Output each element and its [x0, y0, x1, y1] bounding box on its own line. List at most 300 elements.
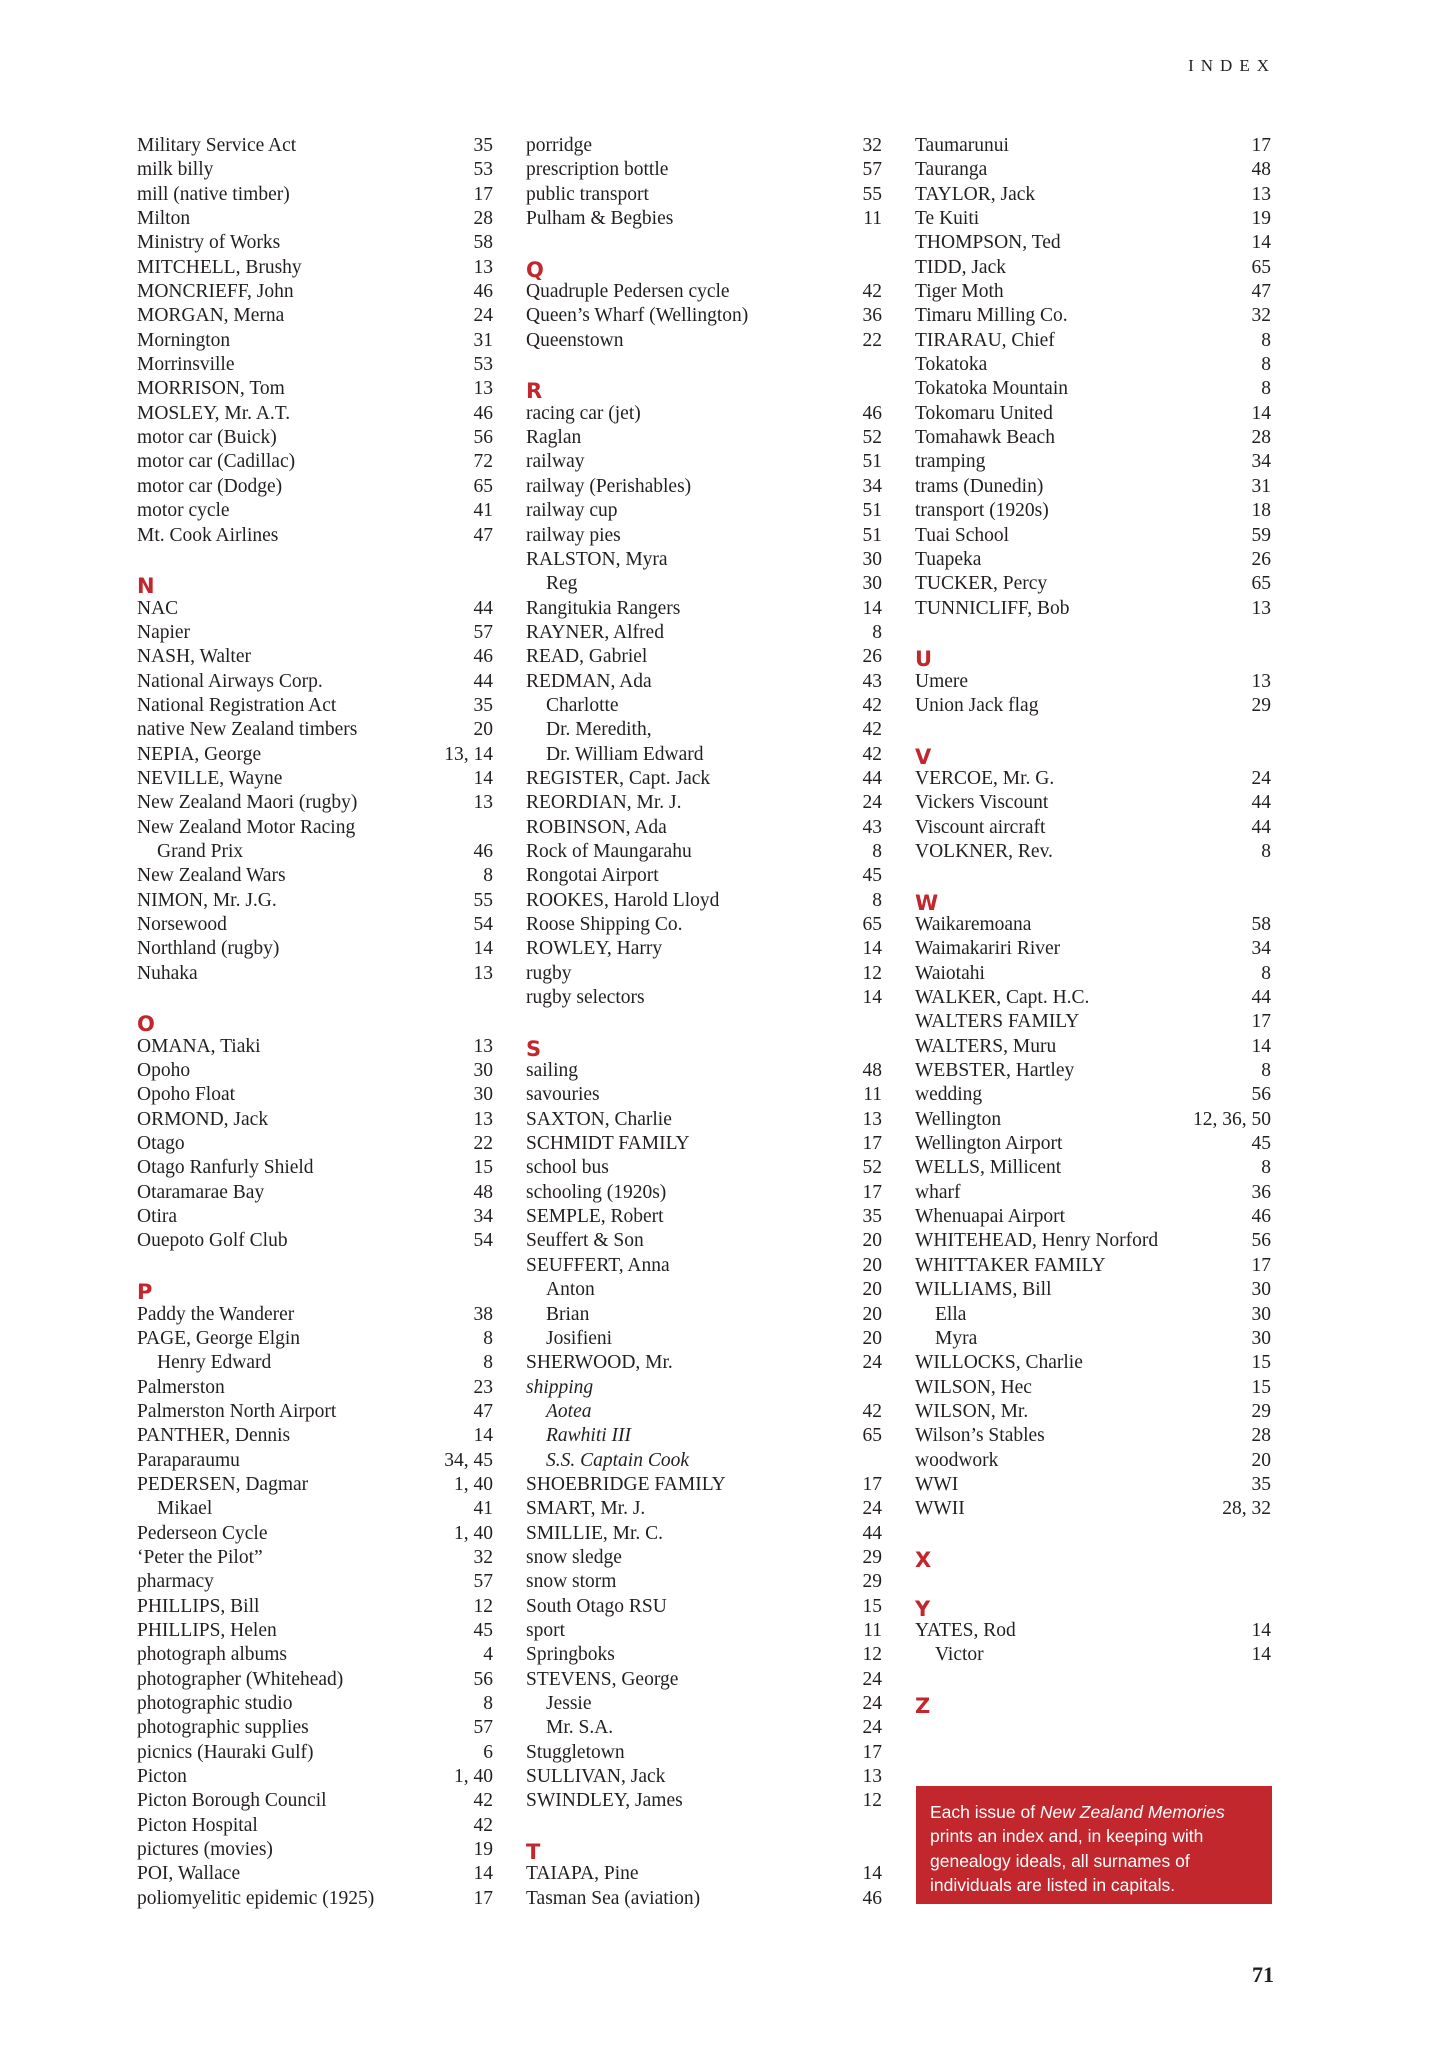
index-entry	[915, 450, 1271, 474]
entry-pages: 8	[1261, 329, 1271, 351]
entry-pages: 14	[1251, 402, 1271, 424]
entry-term: MOSLEY, Mr. A.T.	[137, 402, 291, 424]
entry-term: photograph albums	[137, 1644, 288, 1666]
entry-pages: 24	[862, 1668, 882, 1690]
index-entry	[915, 524, 1271, 548]
index-entry	[137, 1424, 493, 1448]
entry-term: PEDERSEN, Dagmar	[137, 1473, 309, 1495]
index-entry	[526, 913, 882, 937]
index-entry	[137, 1473, 493, 1497]
entry-pages: 23	[473, 1376, 493, 1398]
entry-pages: 24	[862, 1717, 882, 1739]
entry-term: Anton	[546, 1279, 595, 1301]
index-entry	[137, 402, 493, 426]
index-entry	[526, 1156, 882, 1180]
index-entry	[137, 1814, 493, 1838]
entry-term: Otaramarae Bay	[137, 1181, 265, 1203]
index-entry	[137, 499, 493, 523]
entry-pages: 34	[862, 475, 882, 497]
entry-pages: 20	[862, 1254, 882, 1276]
entry-pages: 55	[473, 889, 493, 911]
section-spacer	[915, 1668, 1271, 1692]
entry-term: picnics (Hauraki Gulf)	[137, 1741, 314, 1763]
entry-pages: 48	[473, 1181, 493, 1203]
entry-pages: 17	[862, 1181, 882, 1203]
entry-term: VOLKNER, Rev.	[915, 840, 1053, 862]
entry-term: motor car (Dodge)	[137, 475, 283, 497]
entry-pages: 65	[1251, 256, 1271, 278]
entry-pages: 28	[1251, 1425, 1271, 1447]
index-entry	[137, 864, 493, 888]
index-entry	[526, 1473, 882, 1497]
index-entry	[526, 621, 882, 645]
entry-pages: 22	[473, 1133, 493, 1155]
index-entry	[915, 670, 1271, 694]
entry-term: THOMPSON, Ted	[915, 232, 1061, 254]
entry-pages: 47	[473, 524, 493, 546]
entry-pages: 12	[473, 1595, 493, 1617]
entry-term: Palmerston North Airport	[137, 1400, 337, 1422]
entry-term: SWINDLEY, James	[526, 1790, 683, 1812]
index-subentry	[526, 1278, 882, 1302]
entry-term: Milton	[137, 208, 191, 230]
entry-pages: 19	[1251, 208, 1271, 230]
entry-pages: 41	[473, 500, 493, 522]
entry-term: Opoho	[137, 1060, 191, 1082]
entry-term: REDMAN, Ada	[526, 670, 652, 692]
entry-pages: 14	[473, 1425, 493, 1447]
entry-term: SHERWOOD, Mr.	[526, 1352, 673, 1374]
entry-pages: 29	[1251, 694, 1271, 716]
entry-pages: 44	[862, 1522, 882, 1544]
index-entry	[137, 816, 493, 840]
entry-pages: 13	[473, 962, 493, 984]
entry-term: RAYNER, Alfred	[526, 621, 664, 643]
index-entry	[526, 134, 882, 158]
section-letter-x: X	[915, 1547, 932, 1572]
index-entry	[915, 1205, 1271, 1229]
entry-pages: 1, 40	[454, 1473, 493, 1495]
entry-pages: 44	[1251, 987, 1271, 1009]
entry-term: Quadruple Pedersen cycle	[526, 281, 730, 303]
entry-pages: 35	[473, 135, 493, 156]
index-entry	[526, 1595, 882, 1619]
note-text-after: prints an index and, in keeping with genealogy ideals, all surnames of individuals are listed in capitals.	[930, 1826, 1204, 1896]
entry-term: South Otago RSU	[526, 1595, 667, 1617]
entry-term: VERCOE, Mr. G.	[915, 767, 1055, 789]
index-entry	[137, 1181, 493, 1205]
entry-term: school bus	[526, 1157, 609, 1179]
entry-term: WILLIAMS, Bill	[915, 1279, 1052, 1301]
entry-term: rugby	[526, 962, 572, 984]
section-spacer	[526, 353, 882, 377]
entry-term: National Airways Corp.	[137, 670, 323, 692]
entry-pages: 32	[862, 135, 882, 156]
index-entry	[915, 694, 1271, 718]
index-entry	[137, 621, 493, 645]
entry-pages: 30	[1251, 1327, 1271, 1349]
index-entry	[915, 548, 1271, 572]
index-entry	[526, 1205, 882, 1229]
index-entry	[915, 597, 1271, 621]
index-entry	[915, 1010, 1271, 1034]
entry-pages: 14	[1251, 232, 1271, 254]
index-entry	[526, 1083, 882, 1107]
note-box	[916, 1786, 1272, 1904]
entry-pages: 13	[862, 1108, 882, 1130]
index-entry	[915, 1449, 1271, 1473]
index-entry	[137, 450, 493, 474]
entry-pages: 30	[1251, 1279, 1271, 1301]
entry-term: Palmerston	[137, 1376, 225, 1398]
entry-pages: 52	[862, 1157, 882, 1179]
index-entry	[137, 1887, 493, 1911]
entry-pages: 15	[1251, 1376, 1271, 1398]
index-entry	[137, 1303, 493, 1327]
entry-pages: 72	[473, 451, 493, 473]
index-subentry	[526, 1692, 882, 1716]
index-entry	[137, 1229, 493, 1253]
index-entry	[137, 183, 493, 207]
index-entry	[526, 1497, 882, 1521]
entry-pages: 46	[473, 402, 493, 424]
index-entry	[915, 962, 1271, 986]
index-entry	[137, 743, 493, 767]
entry-pages: 14	[1251, 1035, 1271, 1057]
index-entry	[526, 329, 882, 353]
entry-term: SMILLIE, Mr. C.	[526, 1522, 664, 1544]
entry-term: railway	[526, 451, 585, 473]
entry-term: WHITEHEAD, Henry Norford	[915, 1230, 1159, 1252]
entry-term: SCHMIDT FAMILY	[526, 1133, 690, 1155]
note-publication-title: New Zealand Memories	[1039, 1802, 1225, 1822]
index-entry	[137, 791, 493, 815]
entry-term: Rangitukia Rangers	[526, 597, 681, 619]
entry-term: Seuffert & Son	[526, 1230, 644, 1252]
entry-term: native New Zealand timbers	[137, 719, 358, 741]
index-entry	[915, 1254, 1271, 1278]
entry-term: mill (native timber)	[137, 183, 290, 205]
entry-term: WALTERS, Muru	[915, 1035, 1057, 1057]
index-entry	[526, 1522, 882, 1546]
index-entry	[915, 231, 1271, 255]
entry-term: railway cup	[526, 500, 618, 522]
index-entry	[915, 1400, 1271, 1424]
index-entry	[915, 280, 1271, 304]
entry-term: ROOKES, Harold Lloyd	[526, 889, 720, 911]
index-entry	[526, 158, 882, 182]
entry-pages: 58	[473, 232, 493, 254]
entry-pages: 12	[862, 1644, 882, 1666]
entry-term: OMANA, Tiaki	[137, 1035, 261, 1057]
entry-pages: 29	[862, 1571, 882, 1593]
entry-pages: 17	[473, 183, 493, 205]
section-letter-w: W	[915, 890, 939, 915]
entry-term: Mikael	[157, 1498, 213, 1520]
entry-pages: 8	[872, 840, 882, 862]
entry-pages: 20	[473, 719, 493, 741]
entry-term: Paraparaumu	[137, 1449, 240, 1471]
index-entry	[526, 937, 882, 961]
entry-pages: 51	[862, 524, 882, 546]
entry-term: Tomahawk Beach	[915, 427, 1055, 449]
index-entry	[137, 1716, 493, 1740]
entry-term: ORMOND, Jack	[137, 1108, 269, 1130]
entry-pages: 13	[473, 792, 493, 814]
entry-term: railway pies	[526, 524, 621, 546]
entry-pages: 29	[862, 1546, 882, 1568]
index-entry	[915, 1108, 1271, 1132]
entry-term: Tasman Sea (aviation)	[526, 1887, 701, 1909]
section-letter-q: Q	[526, 257, 544, 282]
entry-term: Reg	[546, 573, 578, 595]
entry-pages: 8	[872, 621, 882, 643]
entry-pages: 8	[1261, 840, 1271, 862]
index-subentry	[915, 1643, 1271, 1667]
index-entry	[915, 475, 1271, 499]
entry-pages: 20	[1251, 1449, 1271, 1471]
index-entry	[137, 158, 493, 182]
entry-pages: 47	[1251, 281, 1271, 303]
entry-pages: 65	[473, 475, 493, 497]
entry-pages: 15	[473, 1157, 493, 1179]
index-entry	[526, 597, 882, 621]
index-subentry	[526, 718, 882, 742]
index-entry	[915, 426, 1271, 450]
entry-pages: 42	[862, 281, 882, 303]
entry-term: MITCHELL, Brushy	[137, 256, 302, 278]
entry-term: motor car (Cadillac)	[137, 451, 296, 473]
entry-pages: 54	[473, 1230, 493, 1252]
entry-pages: 24	[1251, 767, 1271, 789]
entry-term: Myra	[935, 1327, 978, 1349]
entry-pages: 56	[1251, 1084, 1271, 1106]
entry-pages: 46	[862, 402, 882, 424]
index-entry	[137, 1546, 493, 1570]
entry-pages: 42	[862, 1400, 882, 1422]
entry-term: Queen’s Wharf (Wellington)	[526, 305, 749, 327]
index-subentry	[526, 1449, 882, 1473]
index-subentry	[526, 572, 882, 596]
index-subentry	[137, 840, 493, 864]
entry-term: New Zealand Maori (rugby)	[137, 792, 358, 814]
index-entry	[137, 1619, 493, 1643]
index-entry	[137, 1522, 493, 1546]
index-entry	[915, 840, 1271, 864]
entry-term: shipping	[526, 1376, 594, 1398]
index-entry	[526, 986, 882, 1010]
index-entry	[137, 597, 493, 621]
entry-term: SEUFFERT, Anna	[526, 1254, 670, 1276]
entry-pages: 30	[862, 548, 882, 570]
index-entry	[137, 329, 493, 353]
index-subentry	[526, 1400, 882, 1424]
entry-term: WILSON, Mr.	[915, 1400, 1029, 1422]
entry-pages: 6	[483, 1741, 493, 1763]
index-entry	[915, 1424, 1271, 1448]
index-entry	[526, 1765, 882, 1789]
entry-pages: 28	[1251, 427, 1271, 449]
entry-pages: 17	[862, 1473, 882, 1495]
entry-term: Dr. Meredith,	[546, 719, 652, 741]
entry-pages: 35	[1251, 1473, 1271, 1495]
entry-pages: 17	[1251, 1011, 1271, 1033]
index-entry	[915, 1035, 1271, 1059]
entry-term: SMART, Mr. J.	[526, 1498, 646, 1520]
entry-pages: 13	[473, 256, 493, 278]
entry-term: POI, Wallace	[137, 1863, 241, 1885]
entry-pages: 12, 36, 50	[1193, 1108, 1271, 1130]
section-letter-z: Z	[915, 1694, 931, 1718]
entry-pages: 45	[473, 1619, 493, 1641]
entry-term: Military Service Act	[137, 135, 297, 156]
entry-term: prescription bottle	[526, 159, 669, 181]
index-entry	[526, 524, 882, 548]
entry-pages: 46	[1251, 1206, 1271, 1228]
entry-term: Ella	[935, 1303, 967, 1325]
entry-term: milk billy	[137, 159, 214, 181]
index-entry	[526, 767, 882, 791]
entry-term: Grand Prix	[157, 840, 244, 862]
entry-term: Brian	[546, 1303, 590, 1325]
section-letter-y: Y	[915, 1596, 931, 1621]
entry-term: PAGE, George Elgin	[137, 1327, 301, 1349]
section-spacer	[526, 1814, 882, 1838]
entry-term: Mr. S.A.	[546, 1717, 614, 1739]
entry-term: Aotea	[546, 1400, 592, 1422]
index-entry	[526, 645, 882, 669]
entry-term: Otira	[137, 1206, 178, 1228]
entry-pages: 8	[483, 1352, 493, 1374]
entry-term: READ, Gabriel	[526, 646, 648, 668]
entry-term: WILLOCKS, Charlie	[915, 1352, 1083, 1374]
index-entry	[137, 1376, 493, 1400]
entry-term: snow storm	[526, 1571, 617, 1593]
entry-term: PHILLIPS, Bill	[137, 1595, 260, 1617]
index-entry	[526, 1254, 882, 1278]
entry-pages: 44	[1251, 816, 1271, 838]
section-letter-v: V	[915, 744, 932, 769]
entry-term: racing car (jet)	[526, 402, 641, 424]
entry-term: WHITTAKER FAMILY	[915, 1254, 1106, 1276]
entry-pages: 20	[862, 1230, 882, 1252]
entry-pages: 53	[473, 159, 493, 181]
index-entry	[915, 1376, 1271, 1400]
entry-pages: 58	[1251, 914, 1271, 935]
index-entry	[915, 1497, 1271, 1521]
entry-pages: 51	[862, 500, 882, 522]
section-spacer	[137, 1254, 493, 1278]
section-letter-o: O	[137, 1012, 155, 1037]
entry-pages: 20	[862, 1327, 882, 1349]
entry-term: Ouepoto Golf Club	[137, 1230, 288, 1252]
entry-pages: 11	[863, 208, 882, 230]
entry-term: Te Kuiti	[915, 208, 980, 230]
index-entry	[915, 1083, 1271, 1107]
index-entry	[526, 864, 882, 888]
entry-term: WWII	[915, 1498, 965, 1520]
entry-term: pictures (movies)	[137, 1839, 273, 1861]
index-entry	[137, 1327, 493, 1351]
entry-pages: 46	[862, 1887, 882, 1909]
entry-term: New Zealand Motor Racing	[137, 816, 356, 838]
entry-term: SAXTON, Charlie	[526, 1108, 672, 1130]
entry-term: WWI	[915, 1473, 959, 1495]
entry-term: NAC	[137, 597, 179, 619]
index-entry	[137, 1156, 493, 1180]
entry-pages: 4	[483, 1644, 493, 1666]
section-spacer	[526, 231, 882, 255]
entry-pages: 53	[473, 354, 493, 376]
index-entry	[137, 1059, 493, 1083]
index-entry	[915, 134, 1271, 158]
entry-term: SHOEBRIDGE FAMILY	[526, 1473, 726, 1495]
entry-pages: 12	[862, 1790, 882, 1812]
index-entry	[137, 937, 493, 961]
index-entry	[526, 1108, 882, 1132]
index-entry	[915, 1229, 1271, 1253]
entry-pages: 44	[473, 597, 493, 619]
index-entry	[915, 1619, 1271, 1643]
entry-pages: 8	[483, 865, 493, 887]
index-entry	[526, 304, 882, 328]
section-letter-n: N	[137, 574, 155, 599]
entry-pages: 14	[473, 767, 493, 789]
entry-term: New Zealand Wars	[137, 865, 286, 887]
entry-term: Tokomaru United	[915, 402, 1053, 424]
entry-pages: 31	[1251, 475, 1271, 497]
index-subentry	[526, 1424, 882, 1448]
entry-pages: 57	[473, 621, 493, 643]
entry-term: Victor	[935, 1644, 984, 1666]
entry-term: Waikaremoana	[915, 914, 1032, 935]
entry-term: S.S. Captain Cook	[546, 1449, 690, 1471]
entry-term: motor cycle	[137, 500, 230, 522]
entry-pages: 57	[473, 1571, 493, 1593]
entry-pages: 15	[862, 1595, 882, 1617]
entry-term: pharmacy	[137, 1571, 214, 1593]
index-entry	[137, 1838, 493, 1862]
index-entry	[915, 183, 1271, 207]
entry-pages: 17	[862, 1133, 882, 1155]
entry-pages: 14	[862, 1863, 882, 1885]
entry-term: woodwork	[915, 1449, 999, 1471]
entry-term: Otago	[137, 1133, 185, 1155]
index-entry	[915, 256, 1271, 280]
section-spacer	[915, 864, 1271, 888]
entry-pages: 34	[1251, 451, 1271, 473]
entry-pages: 17	[1251, 135, 1271, 156]
entry-pages: 56	[473, 1668, 493, 1690]
entry-term: RALSTON, Myra	[526, 548, 668, 570]
index-entry	[137, 1570, 493, 1594]
entry-term: REORDIAN, Mr. J.	[526, 792, 682, 814]
index-subentry	[137, 1351, 493, 1375]
index-entry	[137, 207, 493, 231]
entry-term: Wilson’s Stables	[915, 1425, 1045, 1447]
entry-term: TAYLOR, Jack	[915, 183, 1036, 205]
entry-term: SEMPLE, Robert	[526, 1206, 664, 1228]
entry-pages: 17	[1251, 1254, 1271, 1276]
index-entry	[526, 1132, 882, 1156]
index-entry	[915, 986, 1271, 1010]
entry-term: TIDD, Jack	[915, 256, 1006, 278]
entry-term: TIRARAU, Chief	[915, 329, 1055, 351]
entry-term: Morrinsville	[137, 354, 235, 376]
index-entry	[915, 1473, 1271, 1497]
section-spacer	[137, 548, 493, 572]
entry-pages: 41	[473, 1498, 493, 1520]
